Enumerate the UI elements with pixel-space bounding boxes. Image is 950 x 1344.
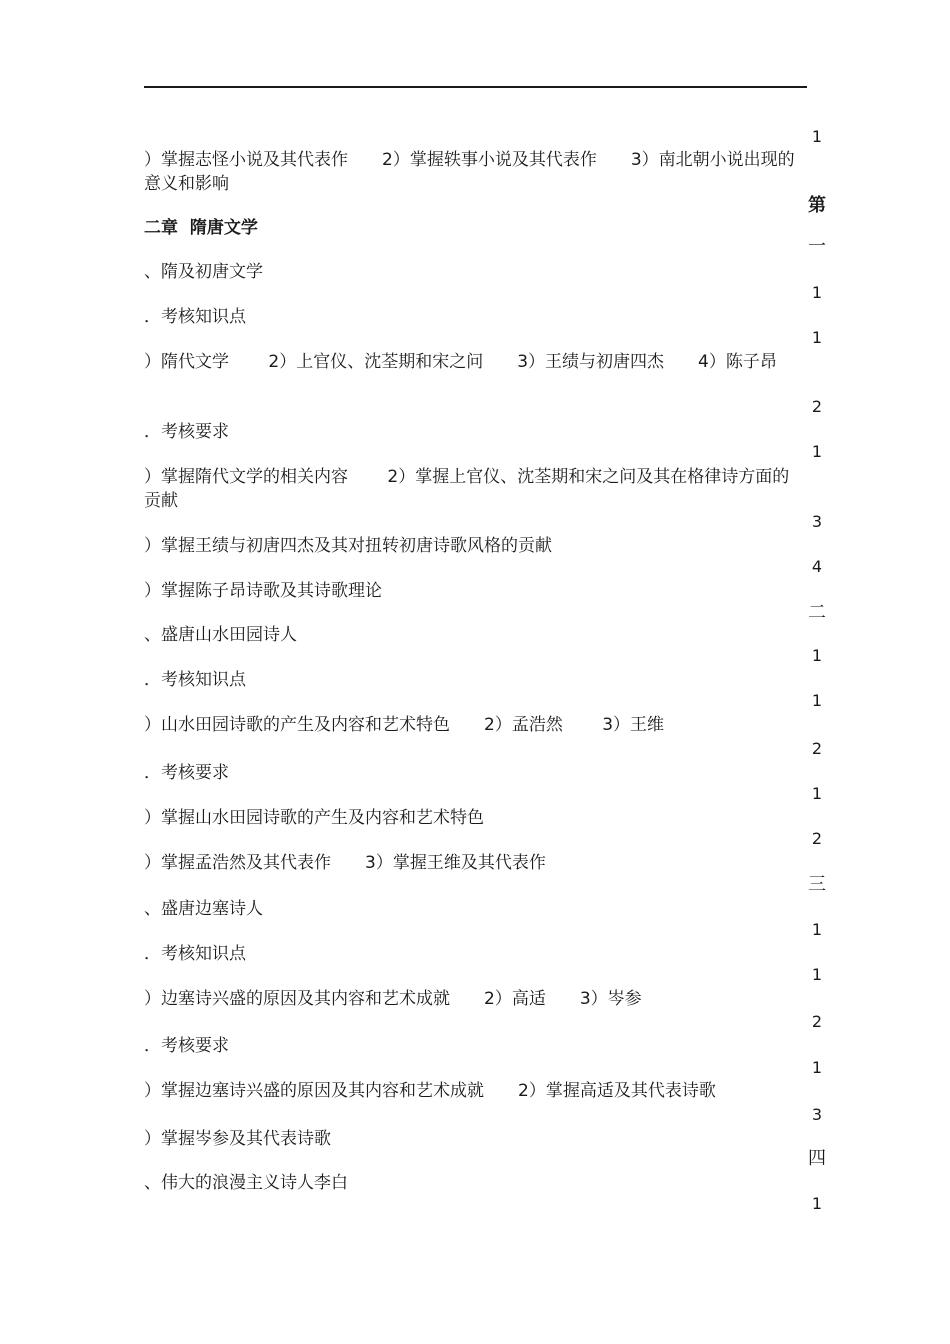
section-heading: 、盛唐边塞诗人	[144, 899, 263, 919]
margin-number: 4	[811, 557, 823, 576]
margin-char: 三	[808, 874, 826, 895]
text-line: ）隋代文学 2）上官仪、沈荃期和宋之问 3）王绩与初唐四杰 4）陈子昂	[144, 352, 777, 372]
margin-number: 1	[811, 328, 823, 347]
text-line: ）掌握陈子昂诗歌及其诗歌理论	[144, 581, 382, 601]
section-heading: 、盛唐山水田园诗人	[144, 625, 297, 645]
subsection-heading: ．考核要求	[144, 1036, 229, 1056]
section-heading: 、伟大的浪漫主义诗人李白	[144, 1173, 348, 1193]
text-line: ）掌握志怪小说及其代表作 2）掌握轶事小说及其代表作 3）南北朝小说出现的意义和影响	[144, 150, 795, 194]
margin-number: 2	[811, 739, 823, 758]
subsection-heading: ．考核要求	[144, 763, 229, 783]
margin-number: 3	[811, 512, 823, 531]
margin-char: 四	[808, 1148, 826, 1169]
margin-char: 一	[808, 236, 826, 257]
text-line: ）掌握隋代文学的相关内容 2）掌握上官仪、沈荃期和宋之问及其在格律诗方面的贡献	[144, 467, 790, 511]
margin-number: 2	[811, 397, 823, 416]
subsection-heading: ．考核知识点	[144, 944, 246, 964]
margin-number: 1	[811, 965, 823, 984]
text-line: ）掌握岑参及其代表诗歌	[144, 1129, 331, 1149]
margin-char: 二	[808, 602, 826, 623]
margin-number: 1	[811, 1194, 823, 1213]
text-line: ）掌握边塞诗兴盛的原因及其内容和艺术成就 2）掌握高适及其代表诗歌	[144, 1081, 716, 1101]
section-heading: 、隋及初唐文学	[144, 262, 263, 282]
text-line: ）掌握孟浩然及其代表作 3）掌握王维及其代表作	[144, 853, 546, 873]
margin-number: 1	[811, 442, 823, 461]
margin-number: 2	[811, 1012, 823, 1031]
text-line: ）掌握王绩与初唐四杰及其对扭转初唐诗歌风格的贡献	[144, 536, 552, 556]
margin-number: 1	[811, 920, 823, 939]
text-line: ）边塞诗兴盛的原因及其内容和艺术成就 2）高适 3）岑参	[144, 989, 642, 1009]
margin-number: 1	[811, 283, 823, 302]
subsection-heading: ．考核知识点	[144, 307, 246, 327]
margin-number: 3	[811, 1105, 823, 1124]
margin-number: 1	[811, 646, 823, 665]
margin-number: 1	[811, 1058, 823, 1077]
text-line: ）掌握山水田园诗歌的产生及内容和艺术特色	[144, 808, 484, 828]
header-rule	[144, 86, 807, 88]
margin-number: 1	[811, 784, 823, 803]
text-line: ）山水田园诗歌的产生及内容和艺术特色 2）孟浩然 3）王维	[144, 715, 665, 735]
subsection-heading: ．考核知识点	[144, 670, 246, 690]
margin-number: 2	[811, 829, 823, 848]
margin-number: 1	[811, 127, 823, 146]
margin-char: 第	[808, 195, 826, 216]
subsection-heading: ．考核要求	[144, 422, 229, 442]
chapter-heading: 二章 隋唐文学	[144, 218, 258, 238]
margin-number: 1	[811, 691, 823, 710]
